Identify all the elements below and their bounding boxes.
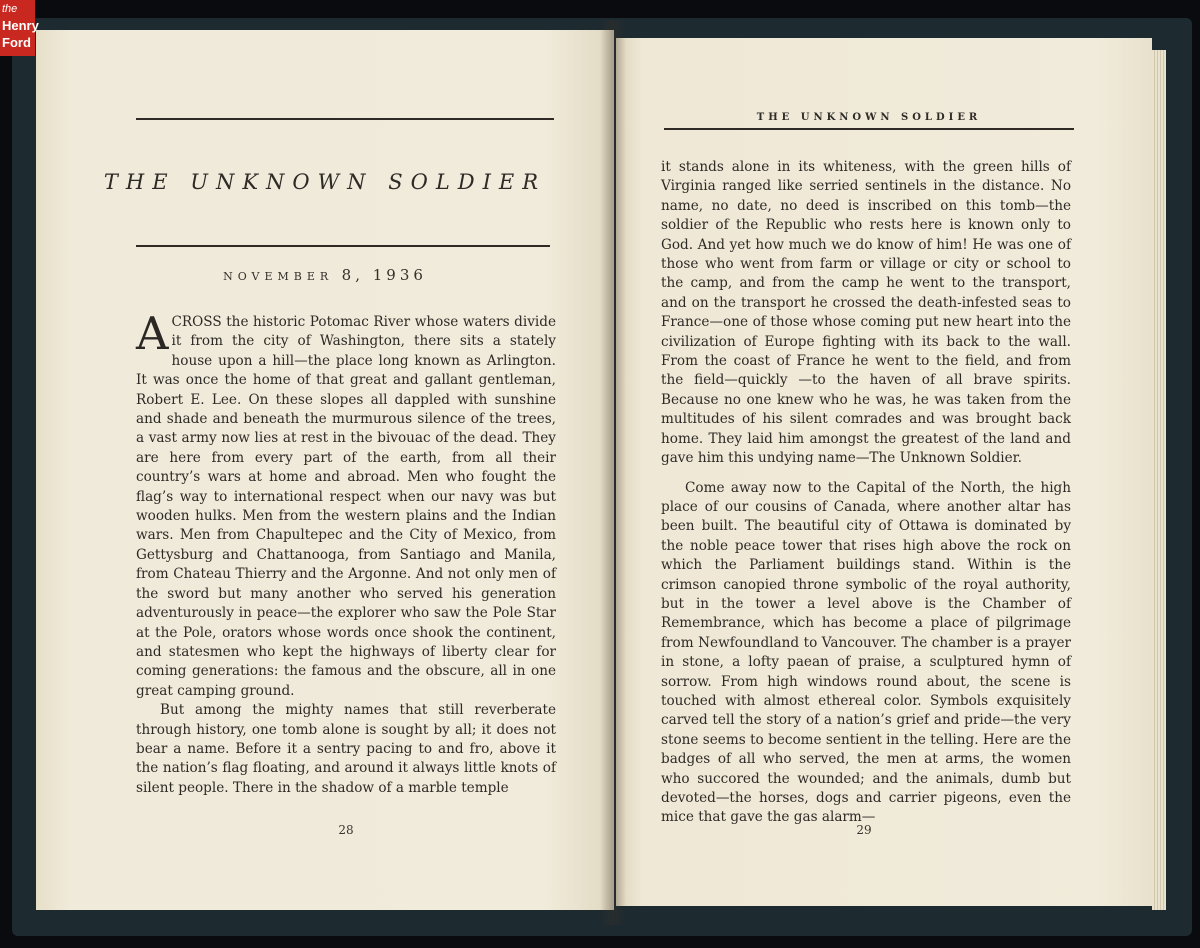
top-rule xyxy=(136,118,554,120)
chapter-date xyxy=(36,266,614,284)
date-month: NOVEMBER xyxy=(223,270,334,283)
running-head-rule xyxy=(664,128,1074,130)
running-head: THE UNKNOWN SOLDIER xyxy=(756,112,982,123)
paragraph: it stands alone in its whiteness, with the green hills of Virginia ranged like serried sentinels in the distance. No name, no date, no deed is inscribed on this tomb—the soldier of the Republic who rests here is known only to God. And yet how much we do know of him! He was one of those who went from farm or village or city or school to the camp, and from the camp he went to the transport, and on the transport he crossed the death-infested seas to France—one of those whose coming put new heart into the civilization of Europe fighting with its back to the wall. From the coast of France he went to the field, and from the field—quickly —to the haven of all brave spirits. Because no one knew who he was, he was taken from the multitudes of his silent comrades and was brought back home. They laid him amongst the greatest of the land and gave him this undying name—The Unknown Soldier. xyxy=(661,159,1071,467)
chapter-title: THE UNKNOWN SOLDIER xyxy=(103,170,547,194)
book-gutter xyxy=(600,20,626,925)
left-page-body xyxy=(136,307,556,798)
paragraph: Come away now to the Capital of the North, the high place of our cousins of Canada, where another altar has been built. The beautiful city of Ottawa is dominated by the noble peace tower that rises high above the rock on which the Parliament buildings stand. Within is the crimson canopied throne symbolic of the royal authority, but in the tower a level above is the Chamber of Remembrance, which has become a place of pilgrimage from Newfoundland to Vancouver. The chamber is a prayer in stone, a lofty paean of praise, a sculptured hymn of sorrow. From high windows round about, the scene is touched with almost ethereal color. Symbols exquisitely carved tell the story of a nation’s grief and pride—the very stone seems to become sentient in the telling. Here are the badges of all who served, the men at arms, the women who succored the wounded; and the animals, dumb but devoted—the horses, dogs and carrier pigeons, even the mice that gave the gas alarm— xyxy=(661,479,1071,826)
drop-cap: A xyxy=(136,307,169,360)
logo-text-ford: Ford xyxy=(2,35,31,50)
paragraph xyxy=(136,307,556,701)
paragraph: But among the mighty names that still reverberate through history, one tomb alone is sought by all; it does not bear a name. Before it a sentry pacing to and fro, above it the nation’s flag floating, and around it always little knots of silent people. There in the shadow of a marble temple xyxy=(136,702,556,796)
right-page-body xyxy=(661,158,1071,828)
henry-ford-logo xyxy=(0,0,39,56)
logo-text-henry: Henry xyxy=(2,18,39,33)
paragraph-text: CROSS the historic Potomac River whose waters divide it from the city of Washington, there sits a stately house upon a hill—the place long known as Arlington. It was once the home of that great and gallant gentleman, Robert E. Lee. On these slopes all dappled with sunshine and shade and beneath the murmurous silence of the trees, a vast army now lies at rest in the bivouac of the dead. They are here from every part of the earth, from all their country’s wars at home and abroad. Men who fought the flag’s way to international respect when our navy was but wooden hulks. Men from the western plains and the Indian wars. Men from Chapultepec and the City of Mexico, from Gettysburg and Chattanooga, from Santiago and Manila, from Chateau Thierry and the Argonne. And not only men of the sword but many another who served his generation adventurously in peace—the explorer who saw the Pole Star at the Pole, orators whose words once shook the continent, and statesmen who kept the highways of liberty clear for coming generations: the famous and the obscure, all in one great camping ground. xyxy=(136,314,556,699)
title-rule xyxy=(136,245,550,247)
date-numbers: 8, 1936 xyxy=(341,266,427,284)
page-number-right: 29 xyxy=(856,823,872,837)
logo-text-the: the xyxy=(2,3,18,15)
page-number-left: 28 xyxy=(338,823,354,837)
page-edges xyxy=(1152,50,1166,910)
